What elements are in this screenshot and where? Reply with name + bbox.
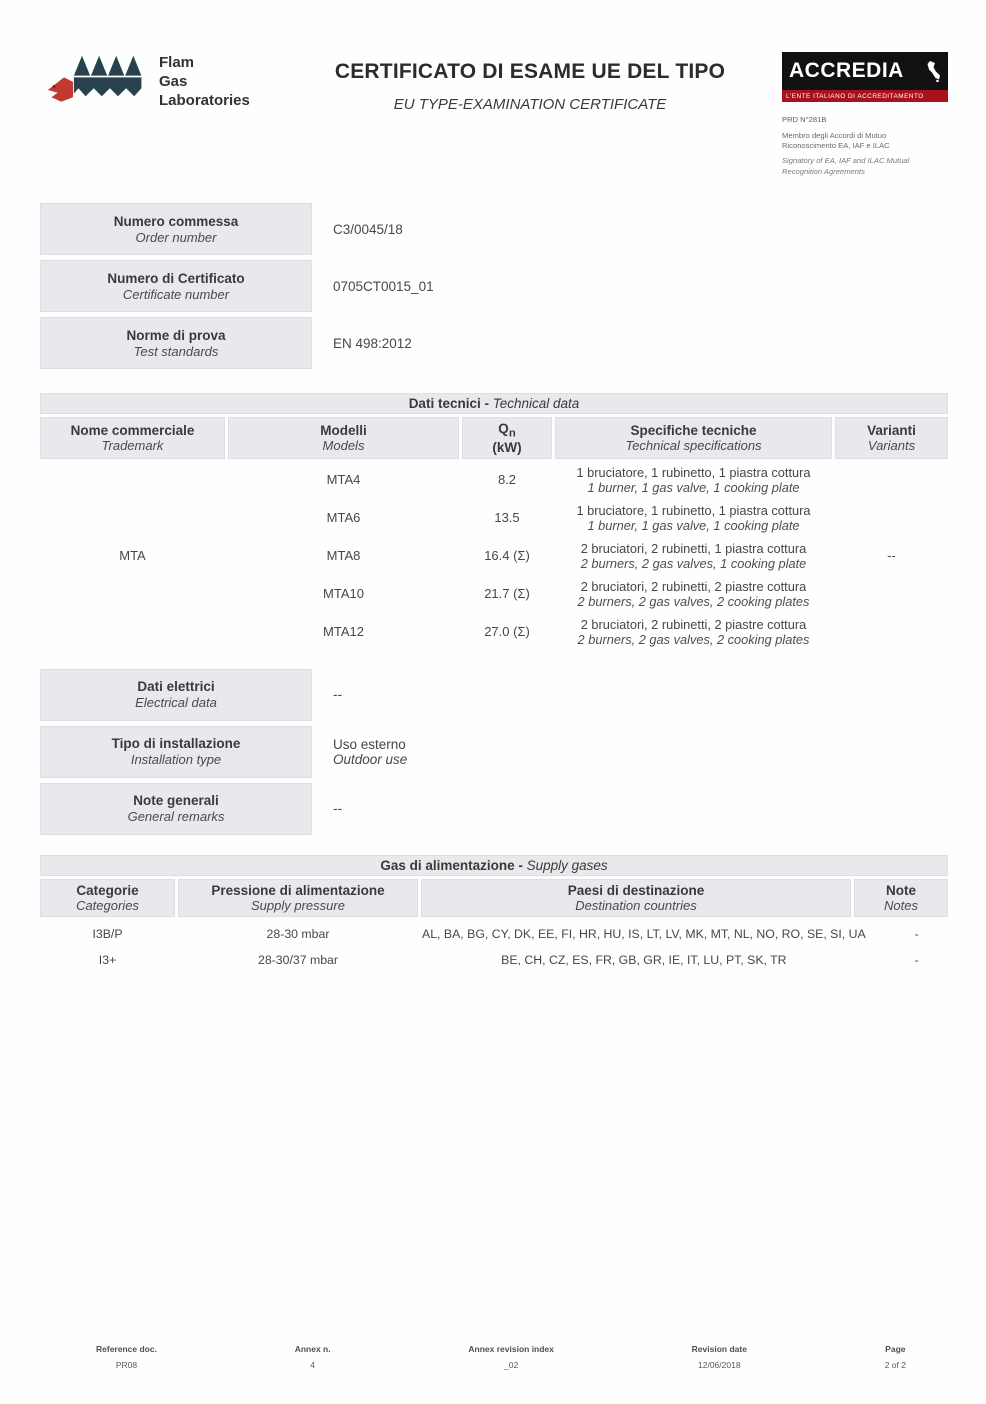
- band-title-italian: Gas di alimentazione -: [380, 857, 527, 873]
- label-italian: Tipo di installazione: [111, 736, 241, 752]
- info-row-electrical-data: [40, 669, 986, 721]
- certificate-number-label: [40, 260, 312, 312]
- accredia-accreditation-notes: [782, 115, 948, 177]
- supply-gases-column-headers: [40, 879, 948, 917]
- gas-note-cell: -: [914, 926, 919, 941]
- qn-subscript: n: [508, 427, 516, 440]
- italy-map-icon: [925, 61, 941, 82]
- order-number-label: [40, 203, 312, 255]
- info-row-certificate-number: [40, 260, 986, 312]
- footer-annex-number: [295, 1344, 331, 1370]
- col-header-english: Variants: [867, 437, 916, 453]
- spec-cell: [555, 500, 832, 536]
- label-italian: Note generali: [133, 793, 219, 809]
- gas-category-cell: I3+: [98, 952, 117, 967]
- general-remarks-value: [333, 783, 342, 835]
- test-standards-value: [333, 317, 412, 369]
- value-text: C3/0045/18: [333, 221, 403, 237]
- band-title-english: Supply gases: [526, 857, 608, 873]
- gas-note-cell: -: [914, 952, 919, 967]
- footer-label: Revision date: [691, 1344, 747, 1354]
- accredia-logo-block: [782, 52, 948, 177]
- gas-category-cell: I3B/P: [92, 926, 123, 941]
- col-header-italian: Note: [886, 882, 916, 898]
- spec-cell: [555, 614, 832, 650]
- model-cell: MTA12: [323, 624, 364, 640]
- col-header-trademark: [40, 417, 225, 459]
- test-standards-label: [40, 317, 312, 369]
- spec-text-english: 1 burner, 1 gas valve, 1 cooking plate: [587, 517, 800, 533]
- col-header-english: Trademark: [101, 437, 164, 453]
- installation-type-label: [40, 726, 312, 778]
- trademark-cell: MTA: [119, 548, 146, 564]
- accredia-tagline: L'ENTE ITALIANO DI ACCREDITAMENTO: [782, 90, 948, 102]
- label-english: Test standards: [133, 343, 219, 359]
- col-header-english: Notes: [884, 897, 918, 913]
- footer-label: Annex n.: [294, 1344, 331, 1354]
- col-header-categories: [40, 879, 175, 917]
- accredia-wordmark: ACCREDIA: [789, 59, 904, 82]
- col-header-italian: Paesi di destinazione: [567, 882, 705, 898]
- spec-text-english: 1 burner, 1 gas valve, 1 cooking plate: [587, 479, 800, 495]
- value-text: 0705CT0015_01: [333, 278, 434, 294]
- label-italian: Numero commessa: [113, 213, 239, 229]
- col-header-italian: Pressione di alimentazione: [211, 882, 385, 898]
- accredia-logo: [782, 52, 948, 90]
- document-title: CERTIFICATO DI ESAME UE DEL TIPO: [334, 60, 726, 83]
- value-text: EN 498:2012: [333, 335, 412, 351]
- col-header-english: Supply pressure: [251, 897, 345, 913]
- footer-value: _02: [504, 1360, 519, 1370]
- col-header-destination-countries: [421, 879, 851, 917]
- document-header: [0, 0, 986, 177]
- qn-unit: (kW): [492, 439, 522, 455]
- col-header-supply-pressure: [178, 879, 418, 917]
- flam-gas-logo: [46, 52, 278, 110]
- label-english: Electrical data: [135, 695, 217, 711]
- col-header-specifications: [555, 417, 832, 459]
- label-italian: Norme di prova: [126, 327, 226, 343]
- spec-text-italian: 2 bruciatori, 2 rubinetti, 2 piastre cottura: [580, 578, 807, 594]
- certificate-info-section: [0, 203, 986, 369]
- gas-pressure-cell: 28-30/37 mbar: [258, 952, 338, 967]
- label-english: Order number: [135, 229, 217, 245]
- technical-data-table-body: [40, 461, 948, 651]
- technical-data-band: [40, 393, 948, 414]
- col-header-english: Models: [322, 437, 365, 453]
- band-title-english: Technical data: [492, 396, 580, 412]
- spec-cell: [555, 538, 832, 574]
- model-cell: MTA10: [323, 586, 364, 602]
- certificate-number-value: [333, 260, 434, 312]
- footer-value: 2 of 2: [884, 1360, 906, 1370]
- info-row-order-number: [40, 203, 986, 255]
- supply-gases-band: [40, 855, 948, 876]
- label-english: Certificate number: [122, 286, 230, 302]
- spec-text-english: 2 burners, 2 gas valves, 2 cooking plates: [577, 593, 810, 609]
- value-text: Uso esterno: [333, 736, 406, 752]
- col-header-italian: Modelli: [320, 422, 367, 438]
- general-remarks-label: [40, 783, 312, 835]
- qn-cell: 21.7 (Σ): [484, 586, 530, 602]
- supply-gases-table-body: [40, 921, 948, 973]
- detail-info-section: [0, 669, 986, 835]
- spec-text-italian: 1 bruciatore, 1 rubinetto, 1 piastra cottura: [576, 502, 811, 518]
- gas-countries-cell: BE, CH, CZ, ES, FR, GB, GR, IE, IT, LU, PT, SK, TR: [501, 952, 787, 967]
- footer-revision-date: [692, 1344, 747, 1370]
- spec-text-italian: 2 bruciatori, 2 rubinetti, 2 piastre cottura: [580, 616, 807, 632]
- info-row-test-standards: [40, 317, 986, 369]
- electrical-data-label: [40, 669, 312, 721]
- footer-value: 12/06/2018: [698, 1360, 741, 1370]
- label-english: Installation type: [130, 752, 222, 768]
- label-italian: Numero di Certificato: [107, 270, 245, 286]
- col-header-qn: [462, 417, 552, 459]
- col-header-english: Destination countries: [575, 897, 697, 913]
- technical-data-column-headers: [40, 417, 948, 459]
- col-header-italian: Specifiche tecniche: [630, 422, 757, 438]
- value-text-english: Outdoor use: [333, 751, 408, 767]
- band-title-italian: Dati tecnici -: [408, 396, 493, 412]
- qn-symbol: Q: [498, 421, 509, 437]
- footer-label: Page: [885, 1344, 906, 1354]
- col-header-italian: Categorie: [76, 882, 139, 898]
- accredia-signatory-text: Signatory of EA, IAF and ILAC Mutual Recognition Agreements: [782, 155, 910, 176]
- accredia-prd-number: PRD N°281B: [782, 115, 827, 124]
- info-row-general-remarks: [40, 783, 986, 835]
- col-header-italian: Nome commerciale: [70, 422, 195, 438]
- col-header-variants: [835, 417, 948, 459]
- model-cell: MTA8: [326, 548, 361, 564]
- col-header-english: Technical specifications: [625, 437, 762, 453]
- qn-cell: 13.5: [494, 510, 520, 526]
- qn-symbol-line: [465, 421, 549, 440]
- footer-page-number: [885, 1344, 906, 1370]
- spec-text-english: 2 burners, 2 gas valves, 2 cooking plates: [577, 631, 810, 647]
- gas-countries-cell: AL, BA, BG, CY, DK, EE, FI, HR, HU, IS, LT, LV, MK, MT, NL, NO, RO, SE, SI, UA: [422, 926, 866, 941]
- variants-cell: --: [887, 548, 896, 564]
- model-cell: MTA4: [326, 472, 361, 488]
- footer-label: Annex revision index: [468, 1344, 554, 1354]
- info-row-installation-type: [40, 726, 986, 778]
- logo-text-line: Gas: [159, 72, 188, 90]
- qn-cell: 8.2: [497, 472, 517, 488]
- col-header-italian: Varianti: [867, 422, 916, 438]
- order-number-value: [333, 203, 403, 255]
- accredia-membership-text: Membro degli Accordi di Mutuo Riconoscimento EA, IAF e ILAC: [782, 130, 890, 151]
- title-block: [278, 52, 782, 113]
- qn-cell: 16.4 (Σ): [484, 548, 530, 564]
- logo-text-line: Flam: [159, 54, 195, 71]
- footer-value: 4: [310, 1360, 316, 1370]
- qn-cell: 27.0 (Σ): [484, 624, 530, 640]
- spec-cell: [555, 576, 832, 612]
- footer-label: Reference doc.: [96, 1344, 157, 1354]
- spec-text-italian: 1 bruciatore, 1 rubinetto, 1 piastra cottura: [576, 464, 811, 480]
- installation-type-value: [333, 726, 407, 778]
- spec-text-italian: 2 bruciatori, 2 rubinetti, 1 piastra cottura: [580, 540, 807, 556]
- gas-pressure-cell: 28-30 mbar: [266, 926, 330, 941]
- flam-gas-logo-text: [159, 52, 250, 110]
- value-text: --: [333, 801, 342, 817]
- label-english: General remarks: [127, 809, 225, 825]
- flam-gas-logo-icon: [46, 52, 154, 110]
- model-cell: MTA6: [326, 510, 361, 526]
- spec-cell: [555, 462, 832, 498]
- logo-text-line: Laboratories: [159, 91, 250, 109]
- electrical-data-value: [333, 669, 342, 721]
- footer-annex-revision-index: [468, 1344, 554, 1370]
- spec-text-english: 2 burners, 2 gas valves, 1 cooking plate: [580, 555, 807, 571]
- footer-value: PR08: [115, 1360, 138, 1370]
- value-text: --: [333, 687, 342, 703]
- col-header-notes: [854, 879, 948, 917]
- document-subtitle: EU TYPE-EXAMINATION CERTIFICATE: [393, 96, 667, 113]
- page-footer: [0, 1344, 986, 1370]
- col-header-models: [228, 417, 459, 459]
- col-header-english: Categories: [76, 897, 139, 913]
- footer-reference-doc: [96, 1344, 157, 1370]
- label-italian: Dati elettrici: [137, 679, 215, 695]
